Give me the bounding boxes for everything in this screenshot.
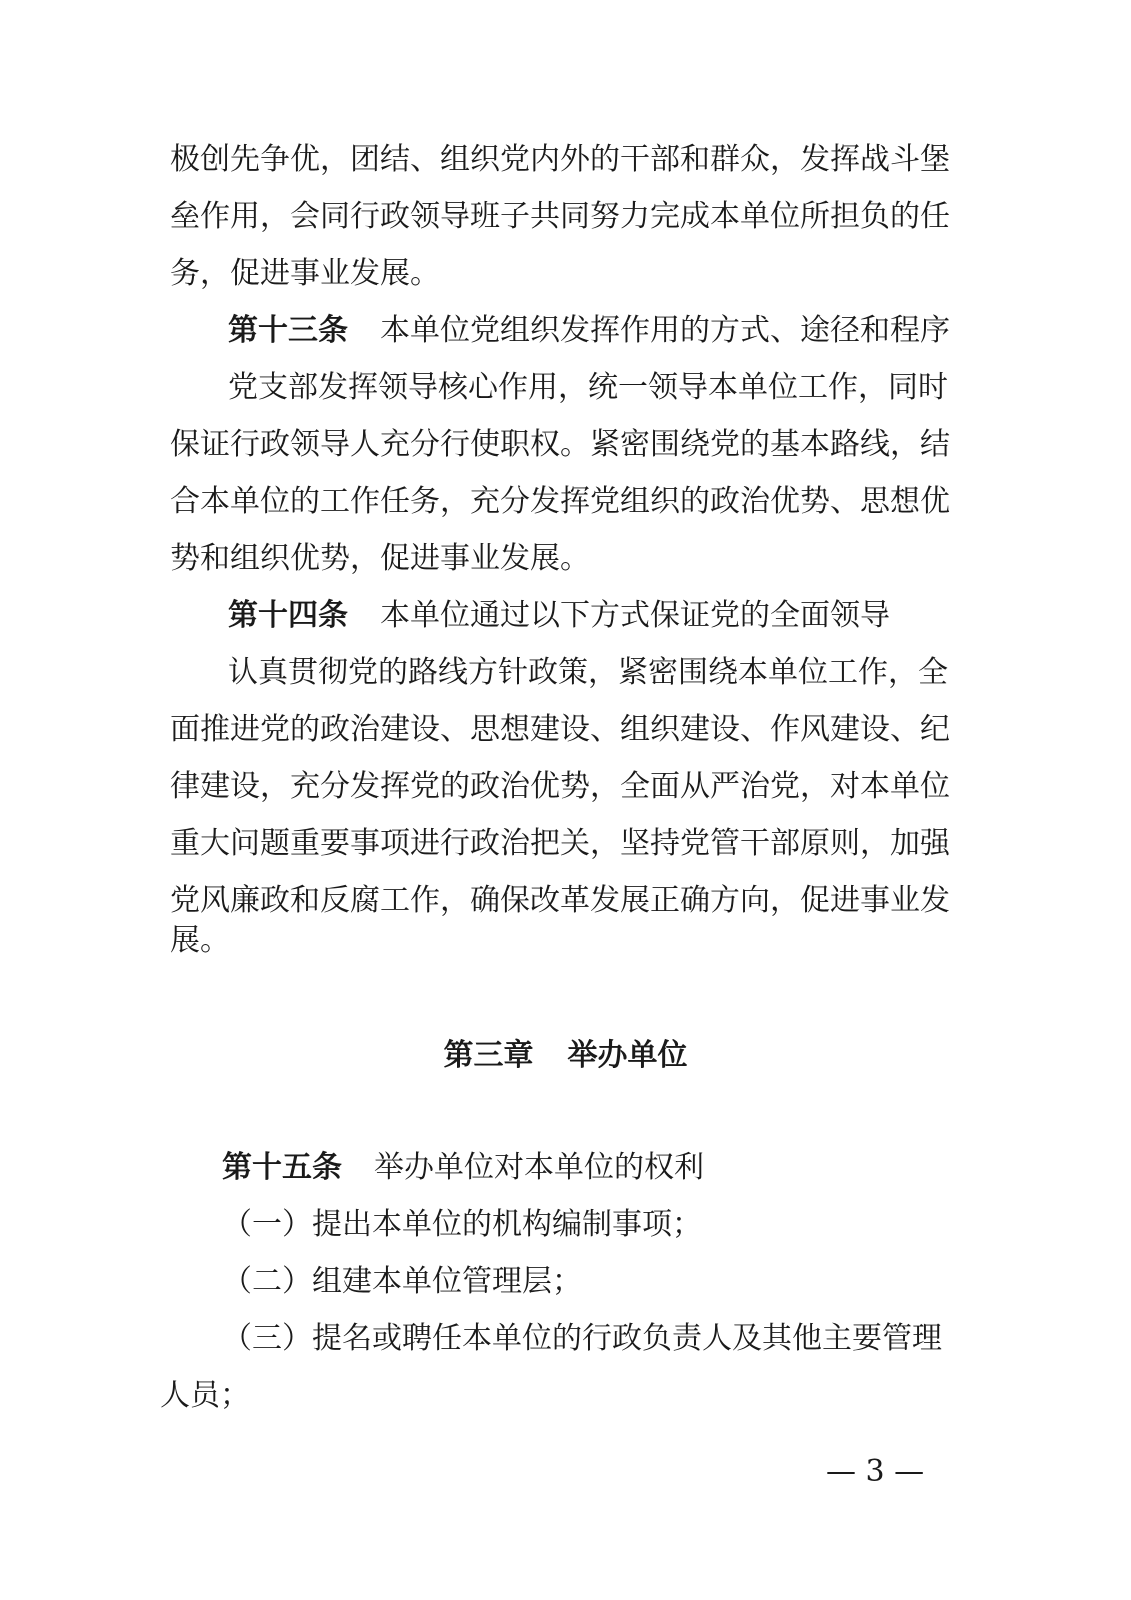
text-line: 党支部发挥领导核心作用，统一领导本单位工作，同时 [228, 370, 948, 405]
list-item: （二）组建本单位管理层； [222, 1264, 582, 1299]
article-heading: 第十五条 [222, 1150, 342, 1185]
article-title: 本单位通过以下方式保证党的全面领导 [380, 598, 890, 633]
article-title: 本单位党组织发挥作用的方式、途径和程序 [380, 313, 950, 348]
text-line: 展。 [170, 923, 230, 958]
list-item: （三）提名或聘任本单位的行政负责人及其他主要管理 [222, 1321, 942, 1356]
text-line: 务，促进事业发展。 [170, 256, 440, 291]
article-heading: 第十四条 [228, 598, 348, 633]
article-heading: 第十三条 [228, 313, 348, 348]
text-line: 合本单位的工作任务，充分发挥党组织的政治优势、思想优 [170, 484, 950, 519]
article-title: 举办单位对本单位的权利 [374, 1150, 704, 1185]
text-line: 律建设，充分发挥党的政治优势，全面从严治党，对本单位 [170, 769, 950, 804]
list-item: （一）提出本单位的机构编制事项； [222, 1207, 702, 1242]
text-line: 势和组织优势，促进事业发展。 [170, 541, 590, 576]
text-line: 党风廉政和反腐工作，确保改革发展正确方向，促进事业发 [170, 883, 950, 918]
text-line: 重大问题重要事项进行政治把关，坚持党管干部原则，加强 [170, 826, 950, 861]
text-line: 保证行政领导人充分行使职权。紧密围绕党的基本路线，结 [170, 427, 950, 462]
page-number: — 3 — [826, 1454, 925, 1489]
chapter-heading [0, 1036, 1131, 1076]
article-14-line [228, 596, 890, 636]
text-line: 极创先争优，团结、组织党内外的干部和群众，发挥战斗堡 [170, 142, 950, 177]
article-13-line [228, 311, 950, 351]
article-15-line [222, 1148, 704, 1188]
text-line: 面推进党的政治建设、思想建设、组织建设、作风建设、纪 [170, 712, 950, 747]
text-line: 垒作用，会同行政领导班子共同努力完成本单位所担负的任 [170, 199, 950, 234]
chapter-number: 第三章 [443, 1038, 534, 1073]
list-item: 人员； [160, 1378, 250, 1413]
text-line: 认真贯彻党的路线方针政策，紧密围绕本单位工作，全 [228, 655, 948, 690]
chapter-title: 举办单位 [567, 1038, 688, 1073]
